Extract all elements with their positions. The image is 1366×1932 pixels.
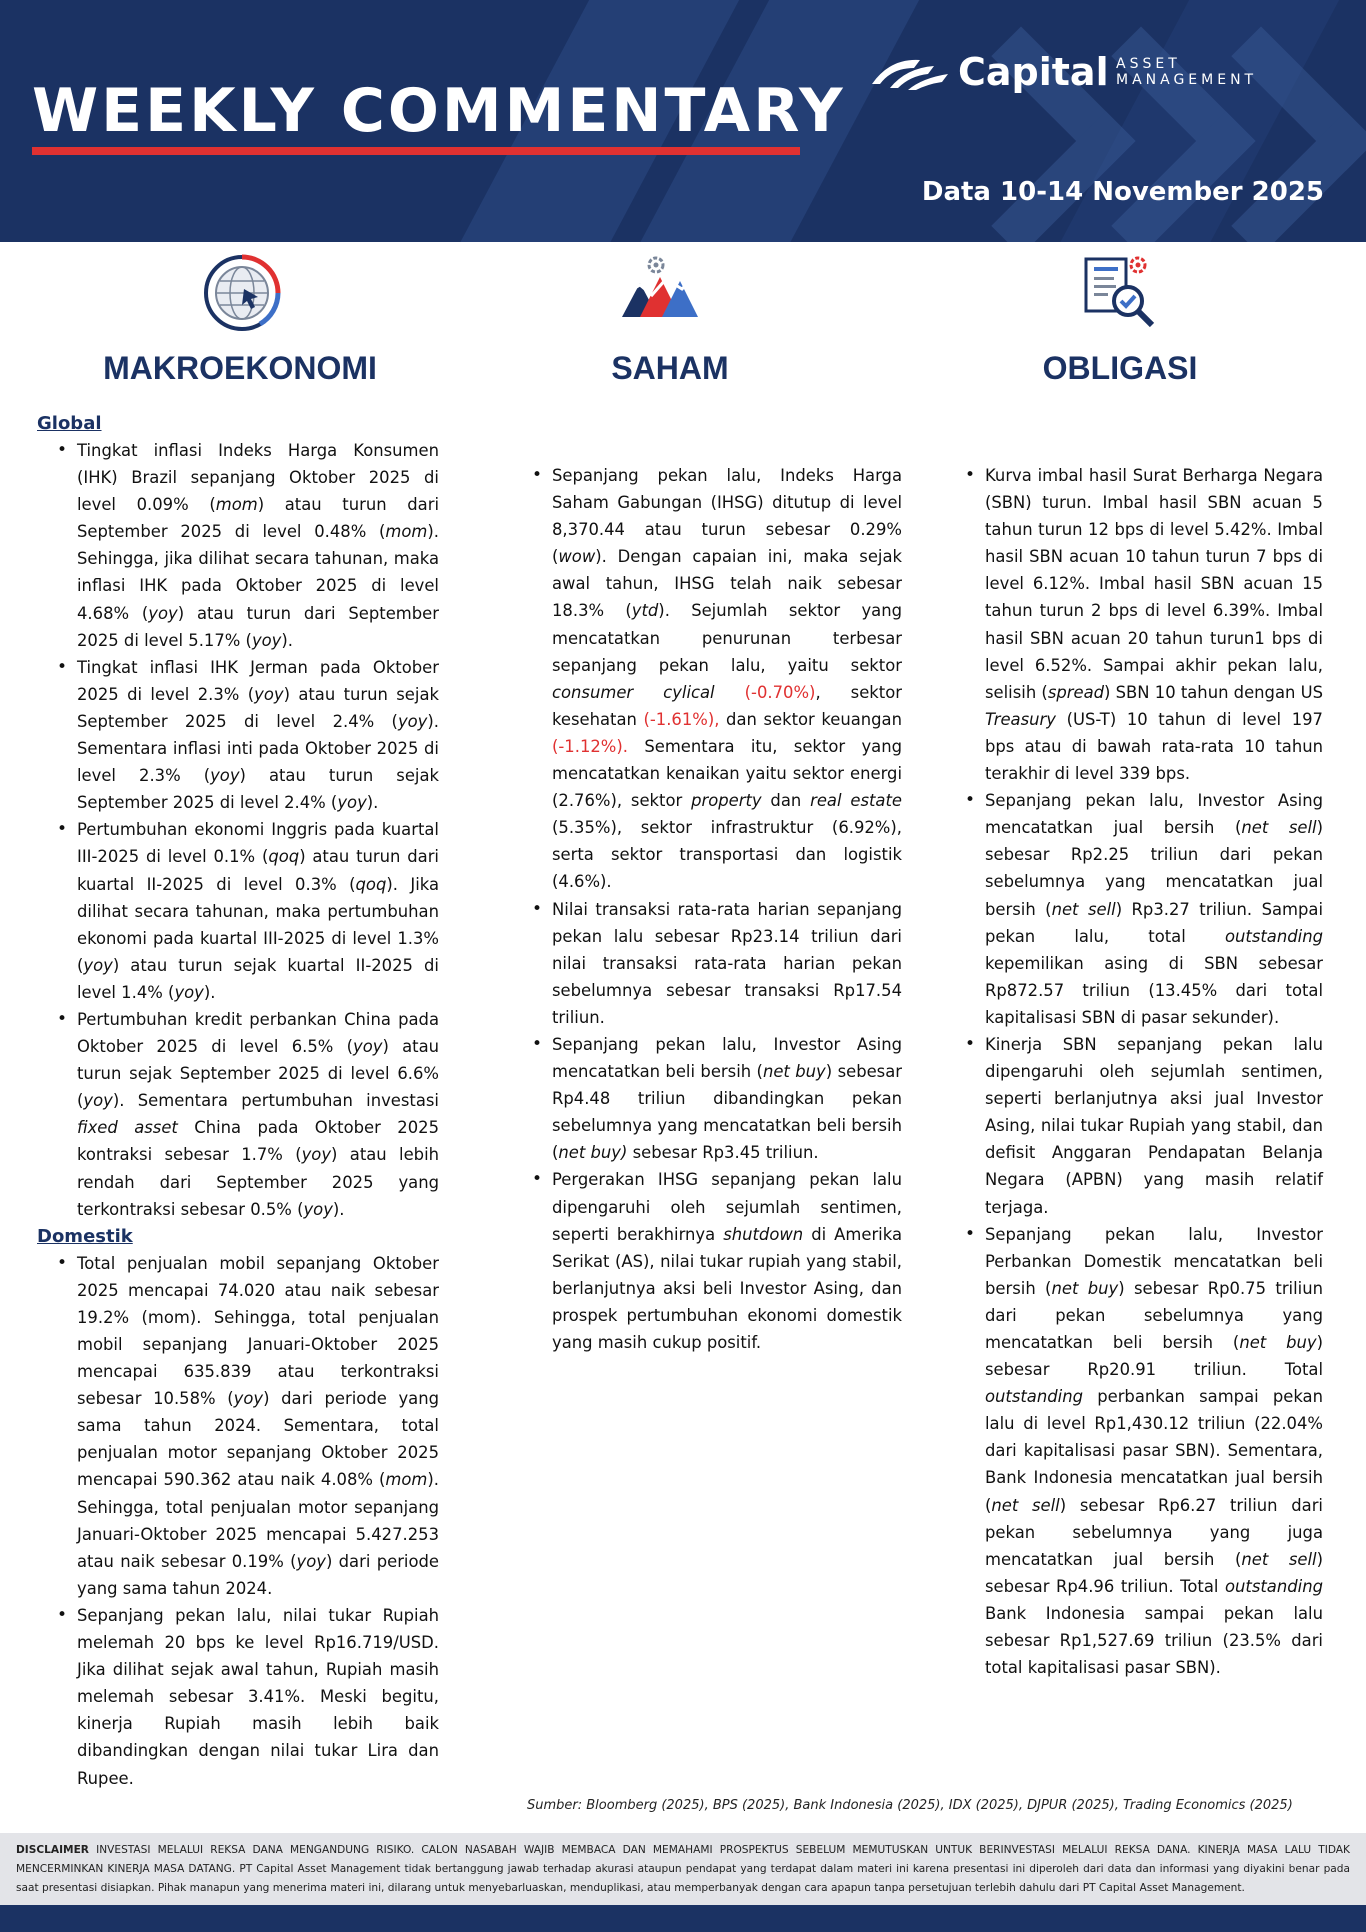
page-title: WEEKLY COMMENTARY	[32, 76, 846, 146]
section-global: Global	[37, 413, 102, 434]
makroekonomi-column	[37, 411, 439, 1792]
footer-bar	[0, 1905, 1366, 1932]
list-item: • Total penjualan mobil sepanjang Oktober 2025 mencapai 74.020 atau naik sebesar 19.2% (mom). Sehingga, total penjualan mobil sepanjang Januari-Oktober 2025 mencapai 635.839 atau terkontraksi sebesar 10.58% (yoy) dari periode yang sama tahun 2024. Sementara, total penjualan motor sepanjang Oktober 2025 mencapai 590.362 atau naik 4.08% (mom). Sehingga, total penjualan motor sepanjang Januari-Oktober 2025 mencapai 5.427.253 atau naik sebesar 0.19% (yoy) dari periode yang sama tahun 2024.	[37, 1250, 439, 1602]
obligasi-list	[945, 462, 1323, 1681]
source-note: Sumber: Bloomberg (2025), BPS (2025), Bank Indonesia (2025), IDX (2025), DJPUR (2025), Trading Economics (2025)	[527, 1798, 1293, 1813]
domestik-list	[37, 1250, 439, 1792]
list-item: • Sepanjang pekan lalu, nilai tukar Rupiah melemah 20 bps ke level Rp16.719/USD. Jika dilihat sejak awal tahun, Rupiah masih melemah sebesar 3.41%. Meski begitu, kinerja Rupiah masih lebih baik dibandingkan dengan nilai tukar Lira dan Rupee.	[37, 1602, 439, 1792]
brand-subtitle	[1116, 56, 1316, 88]
heading-makroekonomi: MAKROEKONOMI	[103, 350, 377, 386]
document-check-icon	[1080, 253, 1160, 333]
brand-subtitle-line1: ASSET	[1116, 56, 1181, 72]
list-item: • Pergerakan IHSG sepanjang pekan lalu dipengaruhi oleh sejumlah sentimen, seperti berakhirnya shutdown di Amerika Serikat (AS), nilai tukar rupiah yang stabil, berlanjutnya aksi beli Investor Asing, dan prospek pertumbuhan ekonomi domestik yang masih cukup positif.	[512, 1166, 902, 1356]
obligasi-column	[945, 462, 1323, 1681]
brand-subtitle-line2: MANAGEMENT	[1116, 72, 1258, 88]
heading-saham: SAHAM	[611, 350, 729, 386]
brand-mark-icon	[868, 54, 950, 92]
list-item: • Sepanjang pekan lalu, Investor Asing mencatatkan beli bersih (net buy) sebesar Rp4.48 triliun dibandingkan pekan sebelumnya yang mencatatkan beli bersih (net buy) sebesar Rp3.45 triliun.	[512, 1031, 902, 1166]
brand-name: Capital	[958, 50, 1109, 94]
list-item: • Pertumbuhan ekonomi Inggris pada kuartal III-2025 di level 0.1% (qoq) atau turun dari kuartal II-2025 di level 0.3% (qoq). Jika dilihat secara tahunan, maka pertumbuhan ekonomi pada kuartal III-2025 di level 1.3% (yoy) atau turun sejak kuartal II-2025 di level 1.4% (yoy).	[37, 816, 439, 1006]
section-domestik: Domestik	[37, 1225, 133, 1247]
global-list	[37, 437, 439, 1223]
disclaimer-label: DISCLAIMER	[16, 1844, 89, 1856]
list-item: • Sepanjang pekan lalu, Indeks Harga Saham Gabungan (IHSG) ditutup di level 8,370.44 atau turun sebesar 0.29% (wow). Dengan capaian ini, maka sejak awal tahun, IHSG telah naik sebesar 18.3% (ytd). Sejumlah sektor yang mencatatkan penurunan terbesar sepanjang pekan lalu, yaitu sektor consumer cylical (-0.70%), sektor kesehatan (-1.61%), dan sektor keuangan (-1.12%). Sementara itu, sektor yang mencatatkan kenaikan yaitu sektor energi (2.76%), sektor property dan real estate (5.35%), sektor infrastruktur (6.92%), serta sektor transportasi dan logistik (4.6%).	[512, 462, 902, 896]
saham-list	[512, 462, 902, 1356]
globe-icon	[202, 253, 282, 333]
title-underline	[32, 147, 800, 155]
list-item: • Kurva imbal hasil Surat Berharga Negara (SBN) turun. Imbal hasil SBN acuan 5 tahun turun 12 bps di level 5.42%. Imbal hasil SBN acuan 10 tahun turun 7 bps di level 6.12%. Imbal hasil SBN acuan 15 tahun turun 2 bps di level 6.39%. Imbal hasil SBN acuan 20 tahun turun1 bps di level 6.52%. Sampai akhir pekan lalu, selisih (spread) SBN 10 tahun dengan US Treasury (US-T) 10 tahun di level 197 bps atau di bawah rata-rata 10 tahun terakhir di level 339 bps.	[945, 462, 1323, 787]
list-item: • Kinerja SBN sepanjang pekan lalu dipengaruhi oleh sejumlah sentimen, seperti berlanjutnya aksi jual Investor Asing, nilai tukar Rupiah yang stabil, dan defisit Anggaran Pendapatan Belanja Negara (APBN) yang masih relatif terjaga.	[945, 1031, 1323, 1221]
list-item: • Nilai transaksi rata-rata harian sepanjang pekan lalu sebesar Rp23.14 triliun dari nilai transaksi rata-rata harian pekan sebelumnya sebesar transaksi Rp17.54 triliun.	[512, 896, 902, 1031]
list-item: • Sepanjang pekan lalu, Investor Perbankan Domestik mencatatkan beli bersih (net buy) sebesar Rp0.75 triliun dari pekan sebelumnya yang mencatatkan beli bersih (net buy) sebesar Rp20.91 triliun. Total outstanding perbankan sampai pekan lalu di level Rp1,430.12 triliun (22.04% dari kapitalisasi pasar SBN). Sementara, Bank Indonesia mencatatkan jual bersih (net sell) sebesar Rp6.27 triliun dari pekan sebelumnya yang juga mencatatkan jual bersih (net sell) sebesar Rp4.96 triliun. Total outstanding Bank Indonesia sampai pekan lalu sebesar Rp1,527.69 triliun (23.5% dari total kapitalisasi pasar SBN).	[945, 1221, 1323, 1682]
list-item: • Tingkat inflasi IHK Jerman pada Oktober 2025 di level 2.3% (yoy) atau turun sejak September 2025 di level 2.4% (yoy). Sementara inflasi inti pada Oktober 2025 di level 2.3% (yoy) atau turun sejak September 2025 di level 2.4% (yoy).	[37, 654, 439, 817]
heading-obligasi: OBLIGASI	[1042, 350, 1198, 386]
list-item: • Pertumbuhan kredit perbankan China pada Oktober 2025 di level 6.5% (yoy) atau turun sejak September 2025 di level 6.6% (yoy). Sementara pertumbuhan investasi fixed asset China pada Oktober 2025 kontraksi sebesar 1.7% (yoy) atau lebih rendah dari September 2025 yang terkontraksi sebesar 0.5% (yoy).	[37, 1006, 439, 1223]
disclaimer-box	[0, 1833, 1366, 1905]
saham-column	[512, 462, 902, 1356]
list-item: • Tingkat inflasi Indeks Harga Konsumen (IHK) Brazil sepanjang Oktober 2025 di level 0.09% (mom) atau turun dari September 2025 di level 0.48% (mom). Sehingga, jika dilihat secara tahunan, maka inflasi IHK pada Oktober 2025 di level 4.68% (yoy) atau turun dari September 2025 di level 5.17% (yoy).	[37, 437, 439, 654]
mountain-chart-icon	[620, 253, 700, 333]
list-item: • Sepanjang pekan lalu, Investor Asing mencatatkan jual bersih (net sell) sebesar Rp2.25 triliun dari pekan sebelumnya yang mencatatkan jual bersih (net sell) Rp3.27 triliun. Sampai pekan lalu, total outstanding kepemilikan asing di SBN sebesar Rp872.57 triliun (13.45% dari total kapitalisasi SBN di pasar sekunder).	[945, 787, 1323, 1031]
header-banner	[0, 0, 1366, 242]
disclaimer-text: DISCLAIMER INVESTASI MELALUI REKSA DANA MENGANDUNG RISIKO. CALON NASABAH WAJIB MEMBACA DAN MEMAHAMI PROSPEKTUS SEBELUM MEMUTUSKAN UNTUK BERINVESTASI MELALUI REKSA DANA. KINERJA MASA LALU TIDAK MENCERMINKAN KINERJA MASA DATANG. PT Capital Asset Management tidak bertanggung jawab terhadap akurasi ataupun pendapat yang terdapat dalam materi ini karena presentasi ini diperoleh dari data dan informasi yang diyakini benar pada saat presentasi disiapkan. Pihak manapun yang menerima materi ini, dilarang untuk menyebarluaskan, menduplikasi, atau memperbanyak dengan cara apapun tanpa persetujuan terlebih dahulu dari PT Capital Asset Management.	[16, 1844, 1350, 1894]
date-range: Data 10-14 November 2025	[921, 177, 1324, 207]
